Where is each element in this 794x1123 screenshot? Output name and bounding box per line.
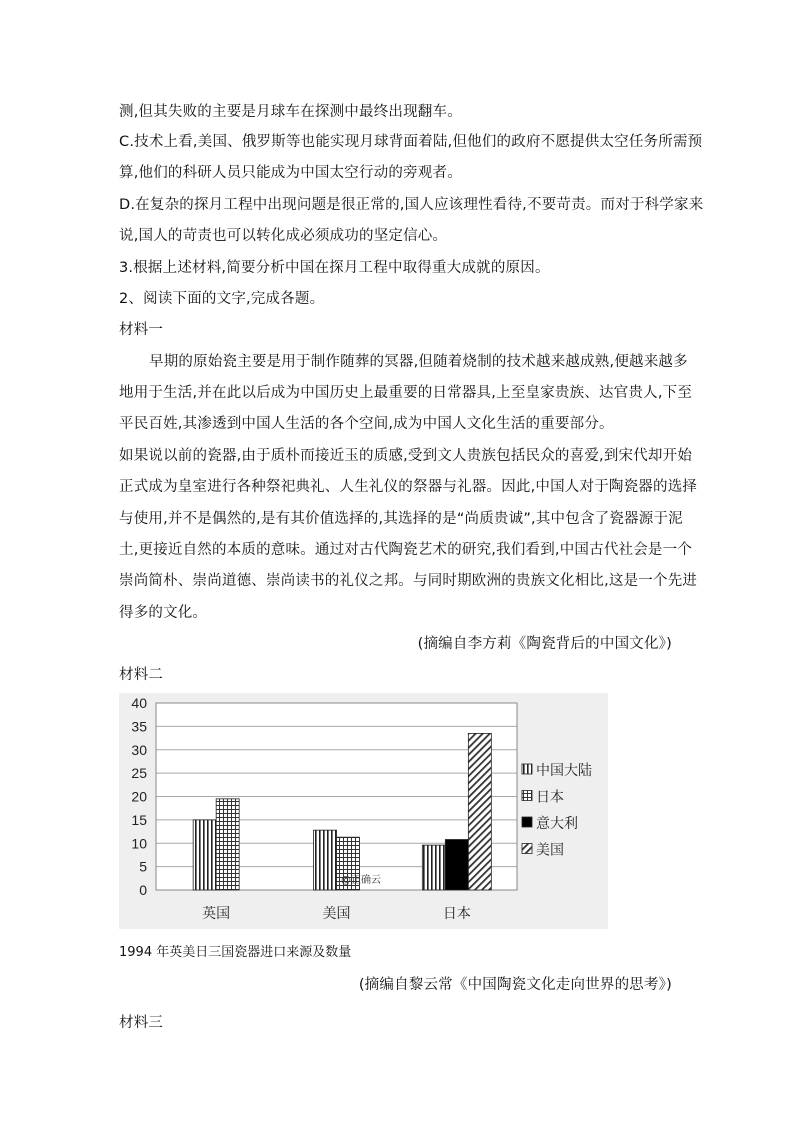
paragraph-line: 土,更接近自然的本质的意味。通过对古代陶瓷艺术的研究,我们看到,中国古代社会是一个	[119, 542, 693, 558]
legend-label: 日本	[536, 789, 564, 806]
source-citation: (摘编自黎云常《中国陶瓷文化走向世界的思考》)	[358, 977, 672, 993]
paragraph-line: 与使用,并不是偶然的,是有其价值选择的,其选择的是“尚质贵诚”,其中包含了瓷器源于泥	[119, 511, 683, 527]
y-tick-label: 0	[139, 882, 147, 898]
y-tick-label: 15	[131, 811, 147, 828]
text-line: D.在复杂的探月工程中出现问题是很正常的,国人应该理性看待,不要苛责。而对于科学家来	[119, 197, 704, 213]
x-category-label: 美国	[322, 906, 351, 922]
bar-1-0	[216, 799, 239, 890]
bar-0-1	[314, 830, 337, 890]
y-tick-label: 30	[131, 741, 147, 758]
legend-label: 美国	[536, 842, 564, 859]
paragraph-line: 平民百姓,其渗透到中国人生活的各个空间,成为中国人文化生活的重要部分。	[119, 416, 614, 432]
text-line: C.技术上看,美国、俄罗斯等也能实现月球背面着陆,但他们的政府不愿提供太空任务所需预	[119, 134, 703, 150]
watermark-text: @正确云	[341, 875, 381, 886]
bar-3-2	[468, 733, 491, 890]
paragraph-line: 如果说以前的瓷器,由于质朴而接近玉的质感,受到文人贵族包括民众的喜爱,到宋代却开始	[119, 448, 693, 464]
import-chart	[119, 693, 608, 929]
paragraph-line: 得多的文化。	[119, 605, 208, 621]
paragraph-line: 早期的原始瓷主要是用于制作随葬的冥器,但随着烧制的技术越来越成熟,便越来越多	[149, 354, 688, 370]
material-heading: 材料二	[119, 667, 164, 683]
y-tick-label: 35	[131, 718, 147, 735]
bar-2-2	[445, 840, 468, 890]
y-tick-label: 25	[131, 765, 147, 782]
legend-swatch-3	[522, 844, 532, 854]
legend-swatch-0	[522, 764, 532, 774]
text-line: 说,国人的苛责也可以转化成必须成功的坚定信心。	[119, 228, 448, 244]
text-line: 算,他们的科研人员只能成为中国太空行动的旁观者。	[119, 165, 462, 181]
y-tick-label: 5	[139, 858, 147, 875]
bar-0-2	[422, 845, 445, 890]
text-line: 材料一	[119, 322, 164, 338]
x-category-label: 日本	[442, 906, 471, 922]
legend-swatch-2	[522, 817, 532, 827]
text-line: 3.根据上述材料,简要分析中国在探月工程中取得重大成就的原因。	[119, 260, 550, 276]
legend-label: 中国大陆	[536, 763, 592, 779]
text-line: 测,但其失败的主要是月球车在探测中最终出现翻车。	[119, 104, 462, 120]
material-heading: 材料三	[119, 1015, 164, 1031]
legend-swatch-1	[522, 791, 532, 801]
bar-0-0	[193, 820, 216, 890]
source-citation: (摘编自李方莉《陶瓷背后的中国文化》)	[417, 636, 672, 652]
y-tick-label: 10	[131, 835, 147, 852]
paragraph-line: 正式成为皇室进行各种祭祀典礼、人生礼仪的祭器与礼器。因此,中国人对于陶瓷器的选择	[119, 479, 698, 495]
bar-chart-svg	[119, 693, 608, 929]
legend-label: 意大利	[536, 816, 578, 832]
chart-caption: 1994 年英美日三国瓷器进口来源及数量	[119, 945, 352, 960]
y-tick-label: 40	[131, 695, 147, 711]
y-tick-label: 20	[131, 788, 147, 805]
paragraph-line: 地用于生活,并在此以后成为中国历史上最重要的日常器具,上至皇家贵族、达官贵人,下至	[119, 385, 693, 401]
text-line: 2、阅读下面的文字,完成各题。	[119, 291, 325, 307]
paragraph-line: 崇尚简朴、崇尚道德、崇尚读书的礼仪之邦。与同时期欧洲的贵族文化相比,这是一个先进	[119, 573, 698, 589]
x-category-label: 英国	[202, 906, 231, 922]
